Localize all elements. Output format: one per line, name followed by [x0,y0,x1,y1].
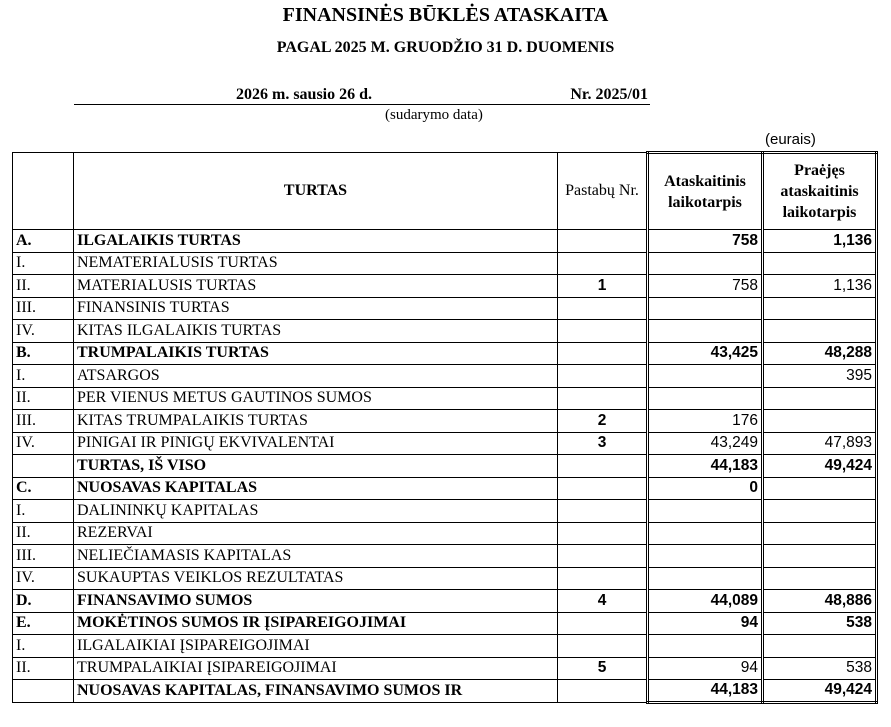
table-row [13,410,877,433]
row-code: II. [13,522,74,545]
header-previous-line2: ataskaitinis [780,183,859,200]
row-current-value: 0 [648,477,763,500]
row-note [558,252,648,275]
row-previous-value [763,297,877,320]
table-row [13,567,877,590]
row-label: KITAS TRUMPALAIKIS TURTAS [74,410,558,433]
row-label: PINIGAI IR PINIGŲ EKVIVALENTAI [74,432,558,455]
table-row [13,635,877,658]
report-title: FINANSINĖS BŪKLĖS ATASKAITA [282,4,609,26]
table-row [13,680,877,703]
row-label: FINANSINIS TURTAS [74,297,558,320]
row-code: I. [13,365,74,388]
row-current-value [648,545,763,568]
row-previous-value [763,477,877,500]
table-row [13,612,877,635]
row-label: TRUMPALAIKIAI ĮSIPAREIGOJIMAI [74,657,558,680]
row-note [558,230,648,253]
row-previous-value: 47,893 [763,432,877,455]
header-item: TURTAS [74,153,558,230]
row-label: KITAS ILGALAIKIS TURTAS [74,320,558,343]
row-note [558,635,648,658]
row-code: IV. [13,432,74,455]
header-previous-line3: laikotarpis [782,204,857,221]
row-previous-value [763,410,877,433]
row-code: IV. [13,320,74,343]
row-code: II. [13,387,74,410]
row-code: II. [13,275,74,298]
row-current-value [648,320,763,343]
row-current-value: 43,425 [648,342,763,365]
row-current-value: 94 [648,657,763,680]
row-note [558,455,648,478]
table-row [13,522,877,545]
header-current-line2: laikotarpis [668,193,742,211]
row-current-value [648,297,763,320]
row-previous-value: 49,424 [763,680,877,703]
row-code: III. [13,297,74,320]
row-note [558,365,648,388]
row-previous-value: 538 [763,657,877,680]
row-code: B. [13,342,74,365]
row-previous-value [763,252,877,275]
row-previous-value: 48,886 [763,590,877,613]
row-note [558,342,648,365]
row-label: TRUMPALAIKIS TURTAS [74,342,558,365]
row-label: NUOSAVAS KAPITALAS, FINANSAVIMO SUMOS IR [74,680,558,703]
table-row [13,545,877,568]
table-row [13,387,877,410]
row-note [558,477,648,500]
row-code: D. [13,590,74,613]
row-previous-value [763,635,877,658]
row-label: TURTAS, IŠ VISO [74,455,558,478]
row-note [558,545,648,568]
row-current-value: 176 [648,410,763,433]
row-previous-value: 395 [763,365,877,388]
row-current-value: 758 [648,230,763,253]
row-note [558,680,648,703]
row-previous-value [763,320,877,343]
header-code-cell [13,153,74,230]
row-note [558,612,648,635]
row-code: C. [13,477,74,500]
header-current [648,153,763,230]
report-subtitle: PAGAL 2025 M. GRUODŽIO 31 D. DUOMENIS [276,39,615,56]
row-note [558,297,648,320]
header-current-line1: Ataskaitinis [664,172,746,190]
row-current-value: 44,183 [648,680,763,703]
date-caption: (sudarymo data) [385,107,483,123]
row-previous-value: 538 [763,612,877,635]
table-row [13,365,877,388]
row-previous-value [763,567,877,590]
table-row [13,252,877,275]
row-code: III. [13,545,74,568]
row-current-value: 94 [648,612,763,635]
row-current-value [648,387,763,410]
table-row [13,455,877,478]
row-previous-value: 1,136 [763,275,877,298]
row-previous-value [763,500,877,523]
table-row [13,432,877,455]
row-label: SUKAUPTAS VEIKLOS REZULTATAS [74,567,558,590]
row-note [558,320,648,343]
row-current-value [648,500,763,523]
row-note [558,522,648,545]
row-label: ILGALAIKIAI ĮSIPAREIGOJIMAI [74,635,558,658]
row-code: I. [13,252,74,275]
table-row [13,500,877,523]
table-row [13,297,877,320]
table-row [13,657,877,680]
row-previous-value: 1,136 [763,230,877,253]
row-note: 1 [558,275,648,298]
row-label: MOKĖTINOS SUMOS IR ĮSIPAREIGOJIMAI [74,612,558,635]
report-date: 2026 m. sausio 26 d. [236,86,373,103]
row-code: III. [13,410,74,433]
table-row [13,320,877,343]
row-label: NEMATERIALUSIS TURTAS [74,252,558,275]
row-code: IV. [13,567,74,590]
table-row [13,275,877,298]
row-code: II. [13,657,74,680]
table-row [13,342,877,365]
row-current-value: 44,089 [648,590,763,613]
row-label: DALININKŲ KAPITALAS [74,500,558,523]
table-row [13,230,877,253]
date-line [74,86,650,105]
row-previous-value [763,545,877,568]
row-label: NELIEČIAMASIS KAPITALAS [74,545,558,568]
row-note [558,387,648,410]
row-note: 3 [558,432,648,455]
row-label: FINANSAVIMO SUMOS [74,590,558,613]
row-current-value: 43,249 [648,432,763,455]
row-note [558,567,648,590]
row-previous-value [763,387,877,410]
row-current-value: 758 [648,275,763,298]
row-previous-value: 49,424 [763,455,877,478]
row-label: NUOSAVAS KAPITALAS [74,477,558,500]
table-row [13,477,877,500]
currency-note: (eurais) [765,131,816,148]
row-code [13,455,74,478]
report-number: Nr. 2025/01 [570,86,648,103]
row-note [558,500,648,523]
row-previous-value [763,522,877,545]
row-code: I. [13,635,74,658]
row-note: 2 [558,410,648,433]
header-previous [763,153,877,230]
row-note: 5 [558,657,648,680]
row-label: MATERIALUSIS TURTAS [74,275,558,298]
row-current-value [648,365,763,388]
header-previous-line1: Praėjęs [794,162,845,179]
row-note: 4 [558,590,648,613]
row-previous-value: 48,288 [763,342,877,365]
row-code: E. [13,612,74,635]
table-row [13,590,877,613]
header-notes: Pastabų Nr. [558,153,648,230]
row-current-value [648,635,763,658]
row-label: ILGALAIKIS TURTAS [74,230,558,253]
header-row [13,153,877,230]
row-code: A. [13,230,74,253]
row-current-value [648,522,763,545]
row-current-value [648,252,763,275]
row-code: I. [13,500,74,523]
balance-sheet-table [12,151,878,704]
row-label: PER VIENUS METUS GAUTINOS SUMOS [74,387,558,410]
row-code [13,680,74,703]
row-label: ATSARGOS [74,365,558,388]
row-label: REZERVAI [74,522,558,545]
row-current-value: 44,183 [648,455,763,478]
row-current-value [648,567,763,590]
